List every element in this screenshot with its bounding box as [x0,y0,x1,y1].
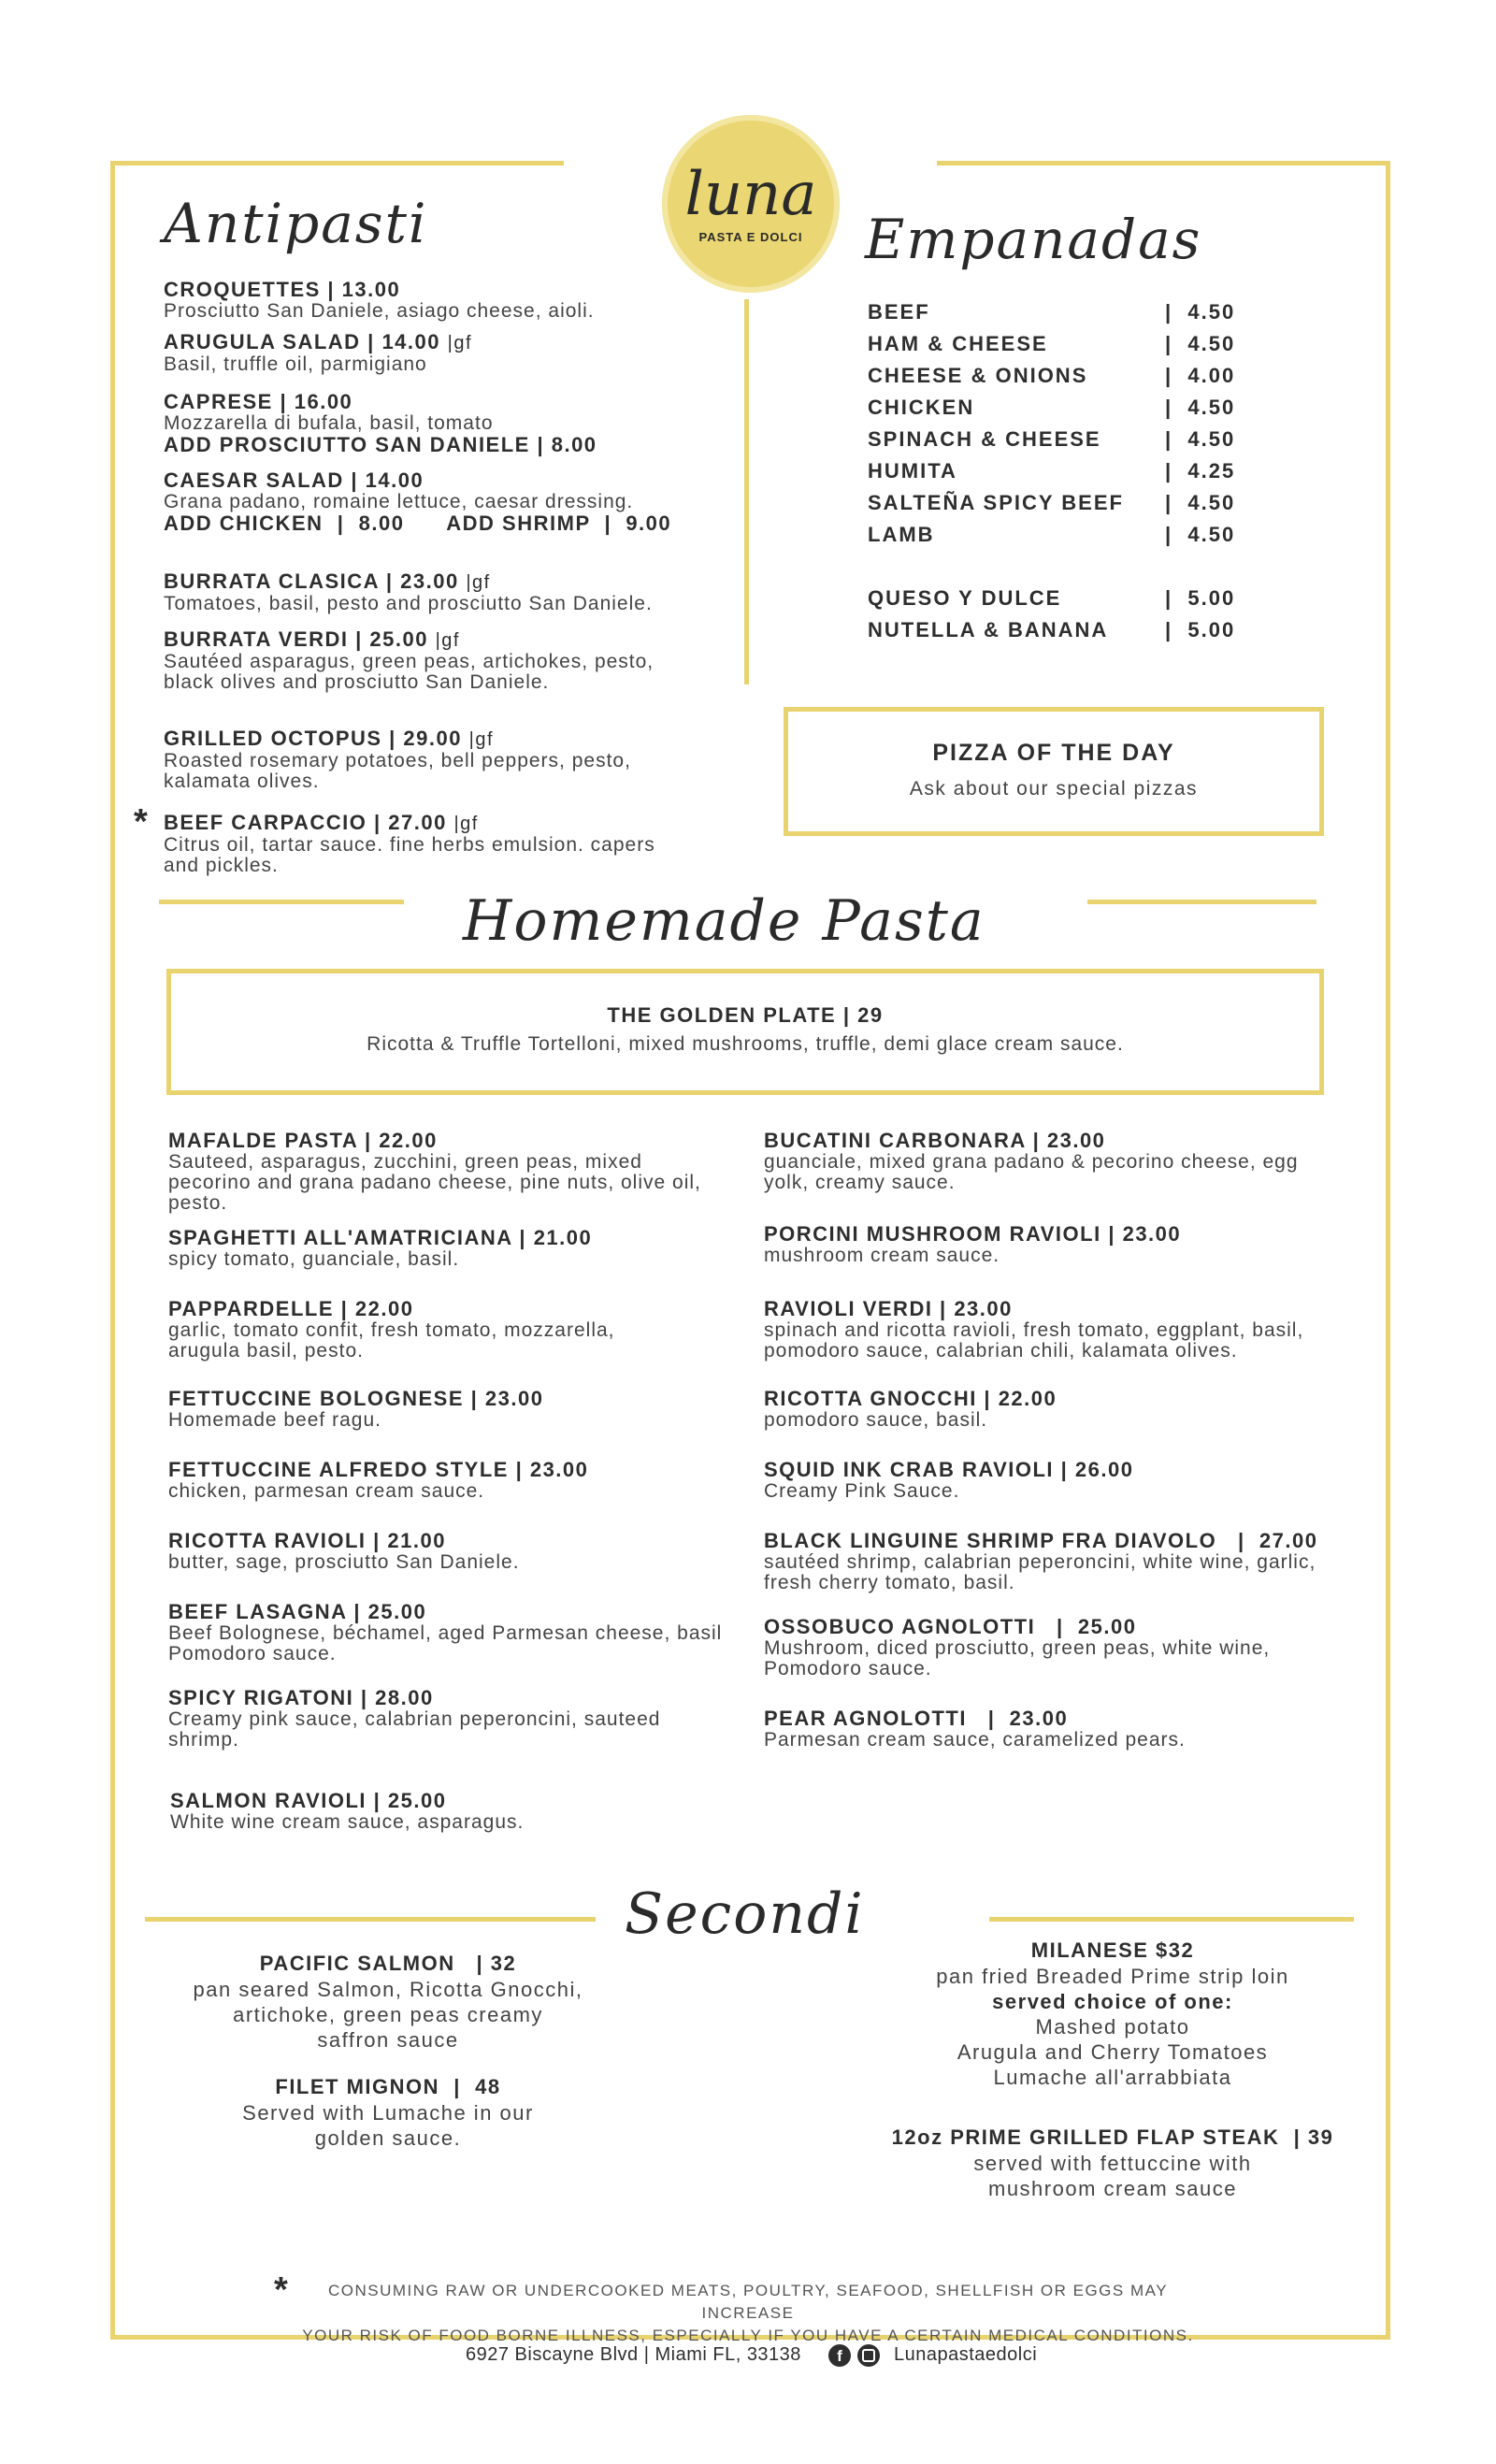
antipasti-item [164,331,697,375]
item-desc: Parmesan cream sauce, caramelized pears. [764,1729,1186,1751]
empanada-row [868,523,1242,551]
item-addon: ADD PROSCIUTTO SAN DANIELE | 8.00 [164,433,597,456]
empanada-price: | 4.25 [1165,459,1236,483]
pasta-item [168,1130,720,1214]
secondi-item-milanese [870,1938,1356,2090]
item-desc: Beef Bolognese, béchamel, aged Parmesan cheese, basil Pomodoro sauce. [168,1622,723,1664]
warning-line: CONSUMING RAW OR UNDERCOOKED MEATS, POULTRY, SEAFOOD, SHELLFISH OR EGGS MAY INCREASE [327,2282,1169,2322]
footer-address: 6927 Biscayne Blvd | Miami FL, 33138 [466,2344,801,2365]
pasta-item [168,1388,720,1431]
item-title: BURRATA CLASICA | 23.00 [164,569,459,593]
logo-name: luna [684,159,817,229]
secondi-rule-left [145,1917,596,1922]
item-desc: mushroom cream sauce. [764,1245,1000,1266]
item-option: Mashed potato [1035,2015,1190,2039]
item-title: CROQUETTES | 13.00 [164,278,401,301]
item-desc: guanciale, mixed grana padano & pecorino cheese, egg yolk, creamy sauce. [764,1151,1299,1193]
item-desc-line: Served with Lumache in our [242,2101,534,2125]
item-title: PAPPARDELLE | 22.00 [168,1297,414,1320]
secondi-rule-right [989,1917,1354,1922]
item-title: OSSOBUCO AGNOLOTTI | 25.00 [764,1615,1137,1638]
empanada-name: CHEESE & ONIONS [868,364,1088,387]
frame-top-left [110,161,564,166]
empanada-price: | 5.00 [1165,586,1236,610]
pasta-item [168,1601,739,1664]
item-title: PEAR AGNOLOTTI | 23.00 [764,1707,1069,1730]
item-option: Lumache all'arrabbiata [993,2066,1232,2089]
asterisk-icon: * [134,802,148,842]
gf-label: |gf [466,572,491,593]
pasta-item [764,1223,1344,1266]
item-choice-label: served choice of one: [992,1990,1233,2013]
empanada-price: | 5.00 [1165,618,1236,641]
item-title: FETTUCCINE ALFREDO STYLE | 23.00 [168,1458,589,1481]
pasta-item [764,1298,1372,1362]
footer-warning [280,2280,1216,2347]
pasta-item [168,1227,720,1270]
item-desc: Homemade beef ragu. [168,1409,381,1431]
item-desc: Mozzarella di bufala, basil, tomato [164,412,494,434]
antipasti-item [164,812,669,876]
footer-asterisk-icon: * [274,2270,288,2310]
item-desc: Grana padano, romaine lettuce, caesar dressing. [164,491,634,512]
item-title: BURRATA VERDI | 25.00 [164,627,428,651]
instagram-icon[interactable] [857,2344,880,2367]
item-title: MAFALDE PASTA | 22.00 [168,1129,438,1152]
antipasti-item [164,570,725,614]
item-title: SQUID INK CRAB RAVIOLI | 26.00 [764,1458,1134,1481]
item-desc-line: pan fried Breaded Prime strip loin [936,1965,1289,1988]
empanada-name: HUMITA [868,459,957,483]
empanada-row [868,586,1242,614]
item-title: SALMON RAVIOLI | 25.00 [170,1789,447,1812]
frame-top-right [937,161,1390,166]
golden-plate-title: THE GOLDEN PLATE | 29 [607,1003,884,1027]
antipasti-item [164,391,697,456]
item-title: RAVIOLI VERDI | 23.00 [764,1297,1013,1320]
empanada-row [868,491,1242,519]
pasta-item [764,1530,1344,1593]
golden-plate-box [166,969,1324,1095]
secondi-item-pacific-salmon [168,1951,608,2053]
heading-pasta: Homemade Pasta [463,888,985,954]
item-title: FILET MIGNON | 48 [275,2075,501,2098]
gf-label: |gf [435,630,460,651]
empanada-price: | 4.50 [1165,396,1236,419]
antipasti-item [164,728,669,792]
item-title: GRILLED OCTOPUS | 29.00 [164,727,462,750]
pasta-item [170,1790,722,1833]
item-desc: Basil, truffle oil, parmigiano [164,353,427,375]
empanada-name: NUTELLA & BANANA [868,618,1109,641]
item-title: 12oz PRIME GRILLED FLAP STEAK | 39 [891,2125,1334,2149]
item-desc-line: saffron sauce [317,2028,459,2052]
logo-subtitle: PASTA E DOLCI [698,229,803,244]
item-desc: sautéed shrimp, calabrian peperoncini, white wine, garlic, fresh cherry tomato, basil. [764,1551,1316,1593]
item-desc: pomodoro sauce, basil. [764,1409,988,1431]
item-title: SPICY RIGATONI | 28.00 [168,1686,434,1709]
secondi-item-flap-steak [870,2125,1356,2201]
item-desc: Creamy pink sauce, calabrian peperoncini, sauteed shrimp. [168,1708,661,1751]
item-title: MILANESE $32 [1030,1938,1195,1962]
antipasti-item [164,468,672,535]
empanada-row [868,332,1242,360]
footer-social-handle[interactable]: Lunapastaedolci [894,2344,1038,2365]
item-desc: Tomatoes, basil, pesto and prosciutto San Daniele. [164,593,653,614]
empanada-price: | 4.50 [1165,300,1236,324]
item-title: BEEF LASAGNA | 25.00 [168,1600,427,1623]
item-desc: Citrus oil, tartar sauce. fine herbs emulsion. capers and pickles. [164,834,655,876]
empanada-name: HAM & CHEESE [868,332,1048,355]
luna-logo [662,115,840,293]
item-desc-line: mushroom cream sauce [988,2177,1237,2200]
pasta-item [168,1530,720,1573]
item-title: ARUGULA SALAD | 14.00 [164,330,440,353]
item-title: PORCINI MUSHROOM RAVIOLI | 23.00 [764,1222,1182,1246]
empanada-name: BEEF [868,300,930,324]
item-desc: Prosciutto San Daniele, asiago cheese, aioli. [164,300,595,322]
empanada-name: SPINACH & CHEESE [868,427,1101,451]
pasta-item [168,1459,720,1502]
golden-plate-desc: Ricotta & Truffle Tortelloni, mixed mushrooms, truffle, demi glace cream sauce. [367,1033,1124,1055]
item-title: BLACK LINGUINE SHRIMP FRA DIAVOLO | 27.00 [764,1529,1318,1552]
facebook-icon[interactable]: f [828,2344,851,2367]
gf-label: |gf [453,814,479,834]
item-desc: Sautéed asparagus, green peas, artichokes, pesto, black olives and prosciutto San Daniele. [164,651,654,693]
item-desc-line: served with fettuccine with [973,2152,1252,2175]
gf-label: |gf [447,333,472,353]
item-desc: butter, sage, prosciutto San Daniele. [168,1551,520,1573]
item-title: CAESAR SALAD | 14.00 [164,468,424,492]
empanada-row [868,618,1242,646]
item-desc: Roasted rosemary potatoes, bell peppers, pesto, kalamata olives. [164,750,631,792]
empanada-row [868,459,1242,487]
frame-right [1386,161,1390,2340]
item-desc: White wine cream sauce, asparagus. [170,1811,525,1833]
pasta-item [168,1298,654,1362]
empanada-name: QUESO Y DULCE [868,586,1062,610]
pasta-item [764,1616,1344,1679]
item-desc: chicken, parmesan cream sauce. [168,1480,485,1502]
column-divider [744,299,749,684]
empanada-price: | 4.50 [1165,491,1236,514]
heading-secondi: Secondi [625,1881,865,1947]
pasta-item [764,1130,1344,1193]
antipasti-item [164,279,697,322]
item-desc-line: golden sauce. [314,2126,462,2150]
item-title: CAPRESE | 16.00 [164,390,353,413]
antipasti-item [164,628,669,693]
item-desc: Creamy Pink Sauce. [764,1480,960,1502]
item-title: SPAGHETTI ALL'AMATRICIANA | 21.00 [168,1226,593,1249]
pizza-of-the-day-box [784,707,1324,836]
pasta-rule-right [1087,900,1316,904]
empanada-price: | 4.00 [1165,364,1236,387]
item-desc-line: artichoke, green peas creamy [233,2003,543,2026]
gf-label: |gf [468,729,494,750]
item-desc-line: pan seared Salmon, Ricotta Gnocchi, [193,1978,583,2001]
item-title: PACIFIC SALMON | 32 [259,1952,517,1975]
pizza-desc: Ask about our special pizzas [909,778,1199,800]
warning-line: YOUR RISK OF FOOD BORNE ILLNESS, ESPECIALLY IF YOU HAVE A CERTAIN MEDICAL CONDITIONS. [302,2327,1194,2344]
pasta-item [764,1388,1344,1431]
empanada-price: | 4.50 [1165,332,1236,355]
item-option: Arugula and Cherry Tomatoes [957,2040,1269,2064]
empanada-row [868,300,1242,328]
item-title: FETTUCCINE BOLOGNESE | 23.00 [168,1387,544,1410]
item-title: RICOTTA GNOCCHI | 22.00 [764,1387,1057,1410]
item-addon: ADD CHICKEN | 8.00 ADD SHRIMP | 9.00 [164,512,672,535]
pasta-item [168,1687,673,1751]
heading-antipasti: Antipasti [164,192,428,255]
empanada-price: | 4.50 [1165,523,1236,546]
pasta-item [764,1459,1344,1502]
secondi-item-filet-mignon [168,2074,608,2151]
empanada-row [868,364,1242,392]
item-desc: garlic, tomato confit, fresh tomato, mozzarella, arugula basil, pesto. [168,1319,615,1362]
item-title: RICOTTA RAVIOLI | 21.00 [168,1529,446,1552]
empanada-name: LAMB [868,523,935,546]
empanada-price: | 4.50 [1165,427,1236,451]
item-desc: spinach and ricotta ravioli, fresh tomato, eggplant, basil, pomodoro sauce, calabrian chili, kalamata olives. [764,1319,1304,1362]
empanada-name: SALTEÑA SPICY BEEF [868,491,1124,514]
frame-left [110,161,115,2340]
pasta-item [764,1708,1344,1751]
pizza-title: PIZZA OF THE DAY [932,740,1175,766]
item-desc: spicy tomato, guanciale, basil. [168,1248,460,1270]
pasta-rule-left [159,900,404,904]
heading-empanadas: Empanadas [865,208,1202,271]
empanada-name: CHICKEN [868,396,975,419]
item-title: BUCATINI CARBONARA | 23.00 [764,1129,1106,1152]
item-desc: Mushroom, diced prosciutto, green peas, white wine, Pomodoro sauce. [764,1637,1271,1679]
empanada-row [868,427,1242,455]
item-desc: Sauteed, asparagus, zucchini, green peas, mixed pecorino and grana padano cheese, pine nuts, olive oil, pesto. [168,1151,701,1214]
item-title: BEEF CARPACCIO | 27.00 [164,811,447,834]
empanada-row [868,396,1242,424]
